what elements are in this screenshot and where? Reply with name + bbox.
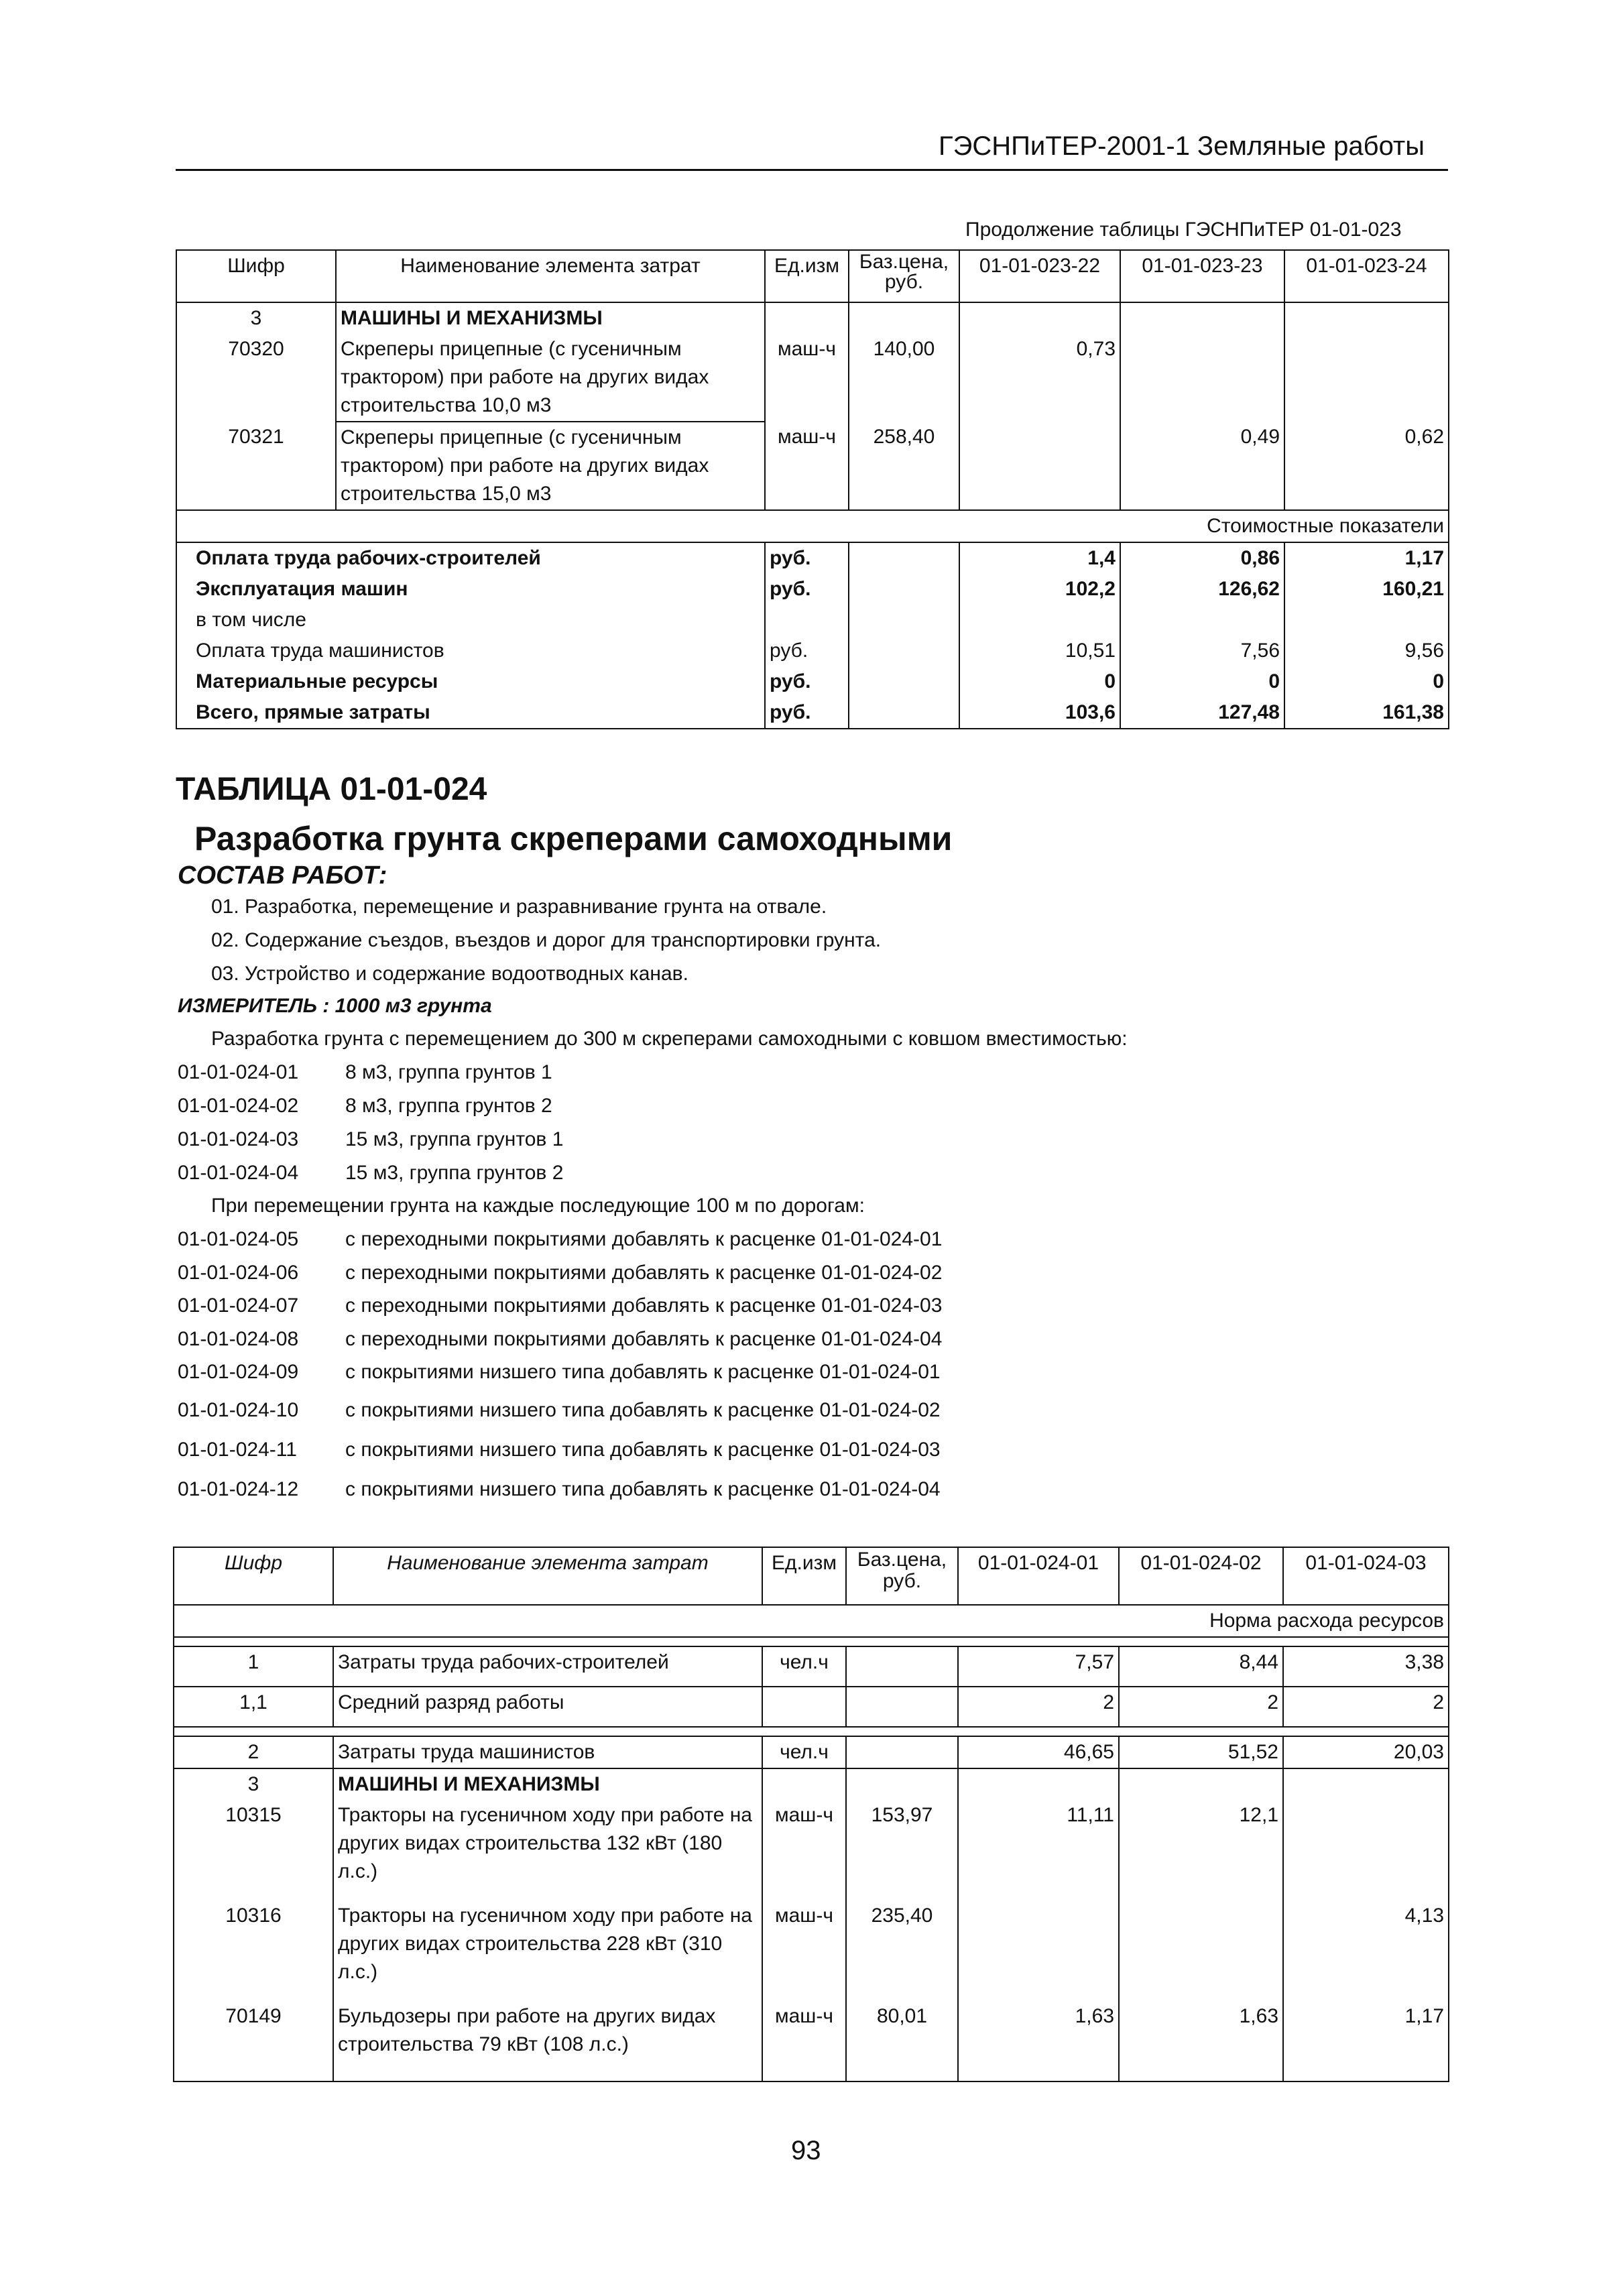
rate-code: 01-01-024-06	[178, 1262, 299, 1284]
row-value-3: 1,17	[1283, 2001, 1449, 2081]
cost-name: Материальные ресурсы	[176, 666, 765, 697]
cost-name: Всего, прямые затраты	[176, 697, 765, 729]
rate-code: 01-01-024-08	[178, 1328, 299, 1350]
work-composition-heading: СОСТАВ РАБОТ:	[178, 861, 387, 890]
table-row	[174, 1687, 1449, 1727]
table-title: ТАБЛИЦА 01-01-024	[176, 772, 487, 807]
spacer-row	[174, 1727, 1449, 1736]
table-continuation-label: Продолжение таблицы ГЭСНПиТЕР 01-01-023	[965, 219, 1402, 241]
table-row	[174, 2001, 1449, 2081]
row-value-1: 1,63	[958, 2001, 1119, 2081]
row-code: 10315	[174, 1800, 333, 1900]
cost-row	[176, 697, 1449, 729]
cost-unit: руб.	[765, 666, 849, 697]
row-value-2: 8,44	[1119, 1646, 1283, 1687]
cost-indicators-label: Стоимостные показатели	[176, 510, 1449, 542]
row-unit: маш-ч	[765, 334, 849, 422]
row-name: Средний разряд работы	[333, 1687, 762, 1727]
table-row	[176, 422, 1449, 510]
row-name: Тракторы на гусеничном ходу при работе на других видах строительства 132 кВт (180 л.с.)	[333, 1800, 762, 1900]
rate-code: 01-01-024-02	[178, 1095, 299, 1117]
col-header-rate-3: 01-01-024-03	[1283, 1547, 1449, 1605]
rate-description: с покрытиями низшего типа добавлять к расценке 01-01-024-01	[345, 1361, 941, 1383]
col-header-price: Баз.цена, руб.	[849, 250, 959, 302]
row-price	[846, 1736, 958, 1768]
cost-label-row	[176, 510, 1449, 542]
row-value-2: 2	[1119, 1687, 1283, 1727]
col-header-rate-2: 01-01-024-02	[1119, 1547, 1283, 1605]
row-unit: чел.ч	[762, 1736, 846, 1768]
row-value-3: 20,03	[1283, 1736, 1449, 1768]
rate-description: с покрытиями низшего типа добавлять к расценке 01-01-024-02	[345, 1399, 941, 1421]
row-price: 153,97	[846, 1800, 958, 1900]
resource-table-024	[173, 1547, 1449, 2082]
cost-value-3: 9,56	[1284, 636, 1449, 666]
row-price: 80,01	[846, 2001, 958, 2081]
table-subtitle: Разработка грунта скреперами самоходными	[194, 820, 953, 857]
rate-code: 01-01-024-07	[178, 1294, 299, 1317]
col-header-unit: Ед.изм	[765, 250, 849, 302]
col-header-rate-1: 01-01-023-22	[959, 250, 1120, 302]
col-header-code: Шифр	[174, 1547, 333, 1605]
cost-row	[176, 542, 1449, 574]
section-code: 3	[176, 302, 336, 334]
cost-value-2: 127,48	[1120, 697, 1284, 729]
row-code: 10316	[174, 1900, 333, 2001]
row-code: 70321	[176, 422, 336, 510]
col-header-rate-2: 01-01-023-23	[1120, 250, 1284, 302]
table-row	[174, 1736, 1449, 1768]
cost-row	[176, 636, 1449, 666]
cost-row	[176, 605, 1449, 636]
row-value-1	[958, 1900, 1119, 2001]
col-header-price: Баз.цена, руб.	[846, 1547, 958, 1605]
row-name: Затраты труда рабочих-строителей	[333, 1646, 762, 1687]
cost-value-1: 102,2	[959, 574, 1120, 605]
row-value-3	[1284, 334, 1449, 422]
col-header-rate-3: 01-01-023-24	[1284, 250, 1449, 302]
row-unit: маш-ч	[762, 1900, 846, 2001]
row-value-3	[1283, 1800, 1449, 1900]
col-header-code: Шифр	[176, 250, 336, 302]
rate-code: 01-01-024-09	[178, 1361, 299, 1383]
row-value-1: 46,65	[958, 1736, 1119, 1768]
rate-code: 01-01-024-03	[178, 1128, 299, 1150]
rate-description: 8 м3, группа грунтов 1	[345, 1061, 552, 1083]
cost-row	[176, 666, 1449, 697]
row-value-2: 0,49	[1120, 422, 1284, 510]
rate-description: 15 м3, группа грунтов 1	[345, 1128, 564, 1150]
rate-code: 01-01-024-05	[178, 1228, 299, 1250]
row-value-3: 2	[1283, 1687, 1449, 1727]
row-name: Бульдозеры при работе на других видах строительства 79 кВт (108 л.с.)	[333, 2001, 762, 2081]
rate-code: 01-01-024-10	[178, 1399, 299, 1421]
row-value-1: 0,73	[959, 334, 1120, 422]
cost-value-1: 103,6	[959, 697, 1120, 729]
row-price	[846, 1687, 958, 1727]
row-value-1: 11,11	[958, 1800, 1119, 1900]
cost-value-3: 0	[1284, 666, 1449, 697]
rates-intro-2: При перемещении грунта на каждые последующие 100 м по дорогам:	[211, 1195, 865, 1217]
cost-name: Оплата труда рабочих-строителей	[176, 542, 765, 574]
work-item: 02. Содержание съездов, въездов и дорог для транспортировки грунта.	[211, 929, 882, 951]
col-header-unit: Ед.изм	[762, 1547, 846, 1605]
rate-description: с переходными покрытиями добавлять к расценке 01-01-024-04	[345, 1328, 943, 1350]
cost-unit: руб.	[765, 574, 849, 605]
row-code: 70320	[176, 334, 336, 422]
row-unit	[762, 1687, 846, 1727]
row-code: 70149	[174, 2001, 333, 2081]
row-name: Тракторы на гусеничном ходу при работе на других видах строительства 228 кВт (310 л.с.)	[333, 1900, 762, 2001]
table-header-row	[174, 1547, 1449, 1605]
cost-unit: руб.	[765, 636, 849, 666]
row-code: 1	[174, 1646, 333, 1687]
section-name: МАШИНЫ И МЕХАНИЗМЫ	[336, 302, 765, 334]
table-row	[174, 1900, 1449, 2001]
header-rule	[176, 169, 1448, 171]
rate-code: 01-01-024-01	[178, 1061, 299, 1083]
cost-value-2: 0	[1120, 666, 1284, 697]
cost-row	[176, 574, 1449, 605]
rate-code: 01-01-024-11	[178, 1439, 297, 1461]
cost-value-2: 0,86	[1120, 542, 1284, 574]
table-section-row	[174, 1768, 1449, 1800]
row-value-1	[959, 422, 1120, 510]
work-item: 01. Разработка, перемещение и разравнивание грунта на отвале.	[211, 896, 827, 918]
row-price: 235,40	[846, 1900, 958, 2001]
col-header-name: Наименование элемента затрат	[333, 1547, 762, 1605]
row-price: 258,40	[849, 422, 959, 510]
rate-description: 8 м3, группа грунтов 2	[345, 1095, 552, 1117]
running-header: ГЭСНПиТЕР-2001-1 Земляные работы	[939, 131, 1425, 161]
cost-value-3: 161,38	[1284, 697, 1449, 729]
row-name: Затраты труда машинистов	[333, 1736, 762, 1768]
norm-label-row	[174, 1605, 1449, 1637]
table-row	[174, 1800, 1449, 1900]
cost-name: Оплата труда машинистов	[176, 636, 765, 666]
cost-unit: руб.	[765, 697, 849, 729]
row-unit: чел.ч	[762, 1646, 846, 1687]
page-number: 93	[791, 2136, 821, 2165]
rate-code: 01-01-024-04	[178, 1162, 299, 1184]
spacer-row	[174, 1637, 1449, 1646]
row-price	[846, 1646, 958, 1687]
rate-description: с переходными покрытиями добавлять к расценке 01-01-024-02	[345, 1262, 943, 1284]
norm-label: Норма расхода ресурсов	[174, 1605, 1449, 1637]
rate-description: с покрытиями низшего типа добавлять к расценке 01-01-024-03	[345, 1439, 941, 1461]
row-value-2	[1119, 1900, 1283, 2001]
resource-table-023	[176, 249, 1449, 729]
table-section-row	[176, 302, 1449, 334]
row-value-3: 3,38	[1283, 1646, 1449, 1687]
col-header-rate-1: 01-01-024-01	[958, 1547, 1119, 1605]
cost-value-1: 1,4	[959, 542, 1120, 574]
row-name: Скреперы прицепные (с гусеничным трактором) при работе на других видах строительства 10,0 м3	[336, 334, 765, 422]
cost-name: в том числе	[176, 605, 765, 636]
row-price: 140,00	[849, 334, 959, 422]
rate-description: с переходными покрытиями добавлять к расценке 01-01-024-01	[345, 1228, 943, 1250]
row-value-2: 1,63	[1119, 2001, 1283, 2081]
row-value-3: 4,13	[1283, 1900, 1449, 2001]
row-name: Скреперы прицепные (с гусеничным трактором) при работе на других видах строительства 15,0 м3	[336, 422, 765, 510]
cost-value-1: 0	[959, 666, 1120, 697]
row-value-1: 2	[958, 1687, 1119, 1727]
cost-value-3: 160,21	[1284, 574, 1449, 605]
table-header-row	[176, 250, 1449, 302]
row-value-2: 12,1	[1119, 1800, 1283, 1900]
work-item: 03. Устройство и содержание водоотводных канав.	[211, 963, 688, 985]
cost-value-3: 1,17	[1284, 542, 1449, 574]
cost-unit: руб.	[765, 542, 849, 574]
measure-unit: ИЗМЕРИТЕЛЬ : 1000 м3 грунта	[178, 995, 492, 1017]
rate-description: 15 м3, группа грунтов 2	[345, 1162, 564, 1184]
row-unit: маш-ч	[762, 1800, 846, 1900]
rate-code: 01-01-024-12	[178, 1478, 299, 1500]
rates-intro: Разработка грунта с перемещением до 300 м скреперами самоходными с ковшом вместимостью:	[211, 1028, 1128, 1050]
section-name: МАШИНЫ И МЕХАНИЗМЫ	[333, 1768, 762, 1800]
row-unit: маш-ч	[762, 2001, 846, 2081]
row-unit: маш-ч	[765, 422, 849, 510]
table-row	[176, 334, 1449, 422]
row-value-3: 0,62	[1284, 422, 1449, 510]
row-value-2: 51,52	[1119, 1736, 1283, 1768]
row-code: 1,1	[174, 1687, 333, 1727]
row-value-2	[1120, 334, 1284, 422]
rate-description: с покрытиями низшего типа добавлять к расценке 01-01-024-04	[345, 1478, 941, 1500]
cost-value-2: 126,62	[1120, 574, 1284, 605]
row-code: 2	[174, 1736, 333, 1768]
table-row	[174, 1646, 1449, 1687]
rate-description: с переходными покрытиями добавлять к расценке 01-01-024-03	[345, 1294, 943, 1317]
cost-value-1: 10,51	[959, 636, 1120, 666]
cost-name: Эксплуатация машин	[176, 574, 765, 605]
col-header-name: Наименование элемента затрат	[336, 250, 765, 302]
cost-value-2: 7,56	[1120, 636, 1284, 666]
section-code: 3	[174, 1768, 333, 1800]
row-value-1: 7,57	[958, 1646, 1119, 1687]
